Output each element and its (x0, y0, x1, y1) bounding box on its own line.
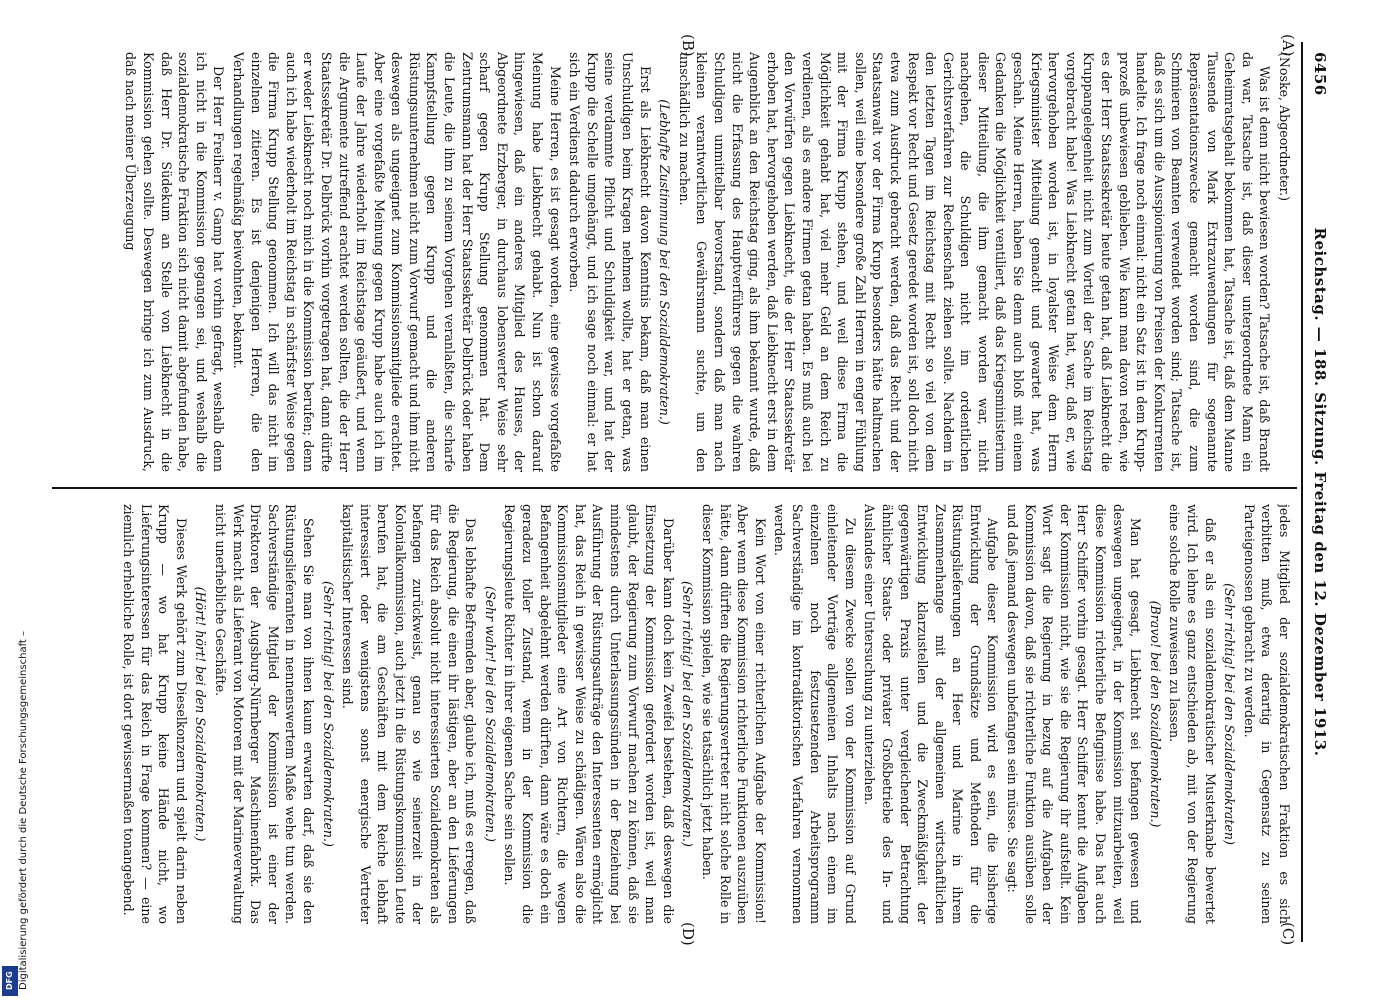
digitization-attribution: Digitalisierung gefördert durch die Deutsche Forschungsgemeinschaft – (18, 630, 29, 990)
paragraph: Man hat gesagt, Liebknecht sei befangen gewesen und deswegen ungeeignet, in der Kommission mitzuarbeiten, weil diese Kommission richterliche Befugnisse habe. Das hat auch Herr Schiffer vorhin gesagt. Herr Schiffer kennt die Aufgaben der Kommission nicht, wie sie die Regierung ihr aufstellt. Kein Wort sagt die Regierung in bezug auf die Aufgaben der Kommission davon, daß sie richterliche Funktion ausüben solle und daß jemand deswegen unbefangen sein müsse. Sie sagt: (1005, 504, 1144, 924)
header-rule (1301, 42, 1303, 942)
interjection: (Bravo! bei den Sozialdemokraten.) (1147, 600, 1163, 828)
dfg-logo: DFG (2, 966, 18, 996)
paragraph: Was ist denn nicht bewiesen worden? Tatsache ist, daß Brandt da war, Tatsache ist, daß dieser untergeordnete Mann ein Geheimratsgehalt bekommen hat, Tatsache ist, daß dem Manne Tausende von Mark Extrazuwendungen für sogenannte Repräsentationszwecke gemacht worden sind, die zum Schmieren von Beamten verwendet worden sind; Tatsache ist, daß es sich um die Ausspionierung von Preisen der Konkurrenten handelte. Ich frage noch einmal: nicht ein Satz ist in dem Krupp-prozeß unbewiesen geblieben. Wie kann man davon reden, wie es der Herr Staatssekretär heute getan hat, daß Liebknecht die Kruppangelegenheit nicht zum Vorteil der Sache im Reichstag vorgebracht habe! Was Liebknecht getan hat, war, daß er, wie hervorgehoben worden ist, in loyalster Weise dem Herrn Kriegsminister Mitteilung gemacht und gewartet hat, was geschah. Meine Herren, haben Sie denn auch bloß mit einem Gedanken die Möglichkeit ventiliert, daß das Kriegsministerium dieser Mitteilung, die ihm gemacht worden war, nicht nachgehen, die Schuldigen nicht im ordentlichen Gerichtsverfahren zur Rechenschaft ziehen sollte. Nachdem in den letzten Tagen im Reichstag mit Recht so viel von dem Respekt vor Recht und Gesetz geredet worden ist, soll doch nicht etwa zum Ausdruck gebracht werden, daß das Recht und der Staatsanwalt vor der Firma Krupp besonders hätte haltmachen sollen, weil eine besondere große Zahl Herren in enger Fühlung mit der Firma Krupp stehen, und weil diese Firma die Möglichkeit gehabt hat, viel mehr Geld an dem Reich zu verdienen, als es andere Firmen getan haben. Es muß auch bei den Vorwürfen gegen Liebknecht, die der Herr Staatssekretär erhoben hat, hervorgehoben werden, daß Liebknecht erst in dem Augenblick an den Reichstag ging, als ihm bekannt wurde, daß nicht die Erfassung des Hauptverführers gegen die wahren Schuldigen unmittelbar bevorstand, sondern daß man nach kleinen verantwortlichen Gewährsmann suchte, um den unschädlich zu machen. (676, 52, 1273, 472)
paragraph: Dieses Werk gehört zum Dieselkonzern und spielt darin neben Krupp — wo hat Krupp keine Hände nicht, wo Lieferungsinteressen für das Reich in Frage kommen? — eine ziemlich erhebliche Rolle, ist dort gewissermaßen tonangebend. (121, 504, 189, 924)
paragraph: Das lebhafte Befremden aber, glaube ich, muß es erregen, daß die Regierung, die einen ihr lästigen, aber an den Lieferungen für das Reich absolut nicht interessierten Sozialdemokraten als befangen zurückweist, genau so wie seinerzeit in der Kolonialkommission, auch jetzt in die Rüstungskommission Leute berufen hat, die am Geschäften mit dem Reiche lebhaft interessiert oder wenigstens sonst energische Vertreter kapitalistischer Interessen sind. (340, 504, 479, 924)
paragraph: jedes Mitglied der sozialdemokratischen Fraktion es sich verbitten muß, etwa derartig in Gegensatz zu seinen Parteigenossen gebracht zu werden. (1241, 504, 1292, 924)
page-number: 6456 (1311, 52, 1329, 96)
interjection: (Lebhafte Zustimmung bei den Sozialdemokraten.) (657, 99, 673, 425)
page-header (1305, 52, 1329, 932)
attribution-sidebar (2, 600, 29, 1000)
paragraph: Kein Wort von einer richterlichen Aufgabe der Kommission! Aber wenn diese Kommission richterliche Funktionen auszuüben hätte, dann dürften die Regierungsvertreter nicht solche Rolle in dieser Kommission spielen, wie sie tatsächlich jetzt haben. (700, 504, 768, 924)
right-text-column (52, 504, 1293, 924)
running-head: Reichstag. — 188. Sitzung. Freitag den 12. Dezember 1913. (1311, 227, 1329, 757)
paragraph: Sehen Sie man von ihnen kaum erwarten darf, daß sie den Rüstungslieferanten in nennenswertem Maße wehe tun werden. Sachverständige Mitglied der Kommission ist einer der Direktoren der Augsburg-Nürnberger Maschinenfabrik. Das Werk macht als Lieferant von Motoren mit der Marineverwaltung nicht unerhebliche Geschäfte. (212, 504, 316, 924)
paragraph: Zu diesem Zwecke sollen von der Kommission auf Grund einleitender Vorträge allgemeinen Inhalts nach einem im einzelnen noch festzusetzenden Arbeitsprogramm Sachverständige im kontradiktorischen Verfahren vernommen werden. (772, 504, 858, 924)
scanned-page (42, 32, 1337, 952)
paragraph: Darüber kann doch kein Zweifel bestehen, daß deswegen die Einsetzung der Kommission gefordert worden ist, weil man glaubt, der Regierung zum Vorwurf machen zu können, daß sie mindestens durch Unterlassungssünden in der Beziehung bei Ausführung der Rüstungsaufträge den Interessenten ermöglicht hat, das Reich in gewisser Weise zu schädigen. Wären also die Kommissionsmitglieder eine Art von Richtern, die wegen Befangenheit abgelehnt werden dürften, dann wäre es doch ein geradezu toller Zustand, wenn in der Kommission die Regierungsleute Richter in ihrer eigenen Sache sein sollen. (502, 504, 676, 924)
margin-letter-d: (D) (679, 922, 697, 946)
paragraph: (Noske, Abgeordneter.) (1277, 52, 1292, 202)
interjection: (Sehr richtig! bei den Sozialdemokraten.) (680, 581, 696, 847)
paragraph: Aufgabe dieser Kommission wird es sein, die bisherige Entwicklung der Grundsätze und Methoden für die Rüstungslieferungen an Heer und Marine in ihrem Zusammenhange mit der allgemeinen wirtschaftlichen Entwicklung klarzustellen und die Zweckmäßigkeit der gegenwärtigen Praxis unter vergleichender Betrachtung ähnlicher Staats- oder privater Großbetriebe des In- und Auslandes einer Untersuchung zu unterziehen. (862, 504, 1001, 924)
interjection: (Sehr wahr! bei den Sozialdemokraten.) (482, 586, 498, 842)
paragraph: Der Herr Freiherr v. Gamp hat vorhin gefragt, weshalb denn ich nicht in die Kommission gegangen sei, und weshalb die sozialdemokratische Fraktion sich nicht damit abgefunden habe, daß Herr Dr. Südekum an Stelle von Liebknecht in die Kommission gehen sollte. Deswegen bringe ich zum Ausdruck, daß nach meiner Überzeugung (123, 52, 227, 472)
column-divider (52, 487, 1297, 489)
left-text-column (52, 52, 1293, 472)
paragraph: Erst als Liebknecht davon Kenntnis bekam, daß man einen Unschuldigen beim Kragen nehmen wollte, hat er getan, was seine verdammte Pflicht und Schuldigkeit war, und hat der Krupp die Schelle umgehängt, und ich sage noch einmal: er hat sich ein Verdienst dadurch erworben. (567, 52, 653, 472)
margin-letter-c: (C) (1279, 922, 1297, 946)
margin-letter-b: (B) (679, 34, 697, 57)
paragraph: daß er als ein sozialdemokratischer Musterknabe bewertet wird. Ich lehne es ganz entschieden ab, mit von der Regierung eine solche Rolle zuweisen zu lassen. (1167, 504, 1218, 924)
interjection: (Hört! hört! bei den Sozialdemokraten.) (193, 586, 209, 842)
interjection: (Sehr richtig! bei den Sozialdemokraten.) (320, 581, 336, 847)
paragraph: Meine Herren, es ist gesagt worden, eine gewisse vorgefaßte Meinung habe Liebknecht gehabt. Nun ist schon darauf hingewiesen, daß ein anderes Mitglied des Hauses, der Abgeordnete Erzberger, in durchaus lobenswerter Weise sehr scharf gegen Krupp Stellung genommen hat. Dem Zentrumsmann hat der Herr Staatssekretär Delbrück oder haben die Leute, die ihm zu seinem Vorgehen veranlaßten, die scharfe Kampfstellung gegen Krupp und die anderen Rüstungsunternehmen nicht zum Vorwurf gemacht und ihm nicht deswegen als ungeeignet zum Kommissionsmitgliede erachtet. Aber eine vorgefaßte Meinung gegen Krupp habe auch ich im Laufe der Jahre wiederholt im Reichstage geäußert, und wenn die Argumente zutreffend erachtet werden sollten, die der Herr Staatssekretär Dr. Delbrück vorhin vorgetragen hat, dann dürfte er weder Liebknecht noch mich in die Kommission berufen; denn auch ich habe wiederholt im Reichstag in schärfster Weise gegen die Firma Krupp Stellung genommen. Ich will das nicht im einzelnen zitieren. Es ist denjenigen Herren, die den Verhandlungen regelmäßig beiwohnten, bekannt. (230, 52, 563, 472)
margin-letter-a: (A) (1279, 34, 1297, 57)
interjection: (Sehr richtig! bei den Sozialdemokraten) (1222, 583, 1238, 845)
